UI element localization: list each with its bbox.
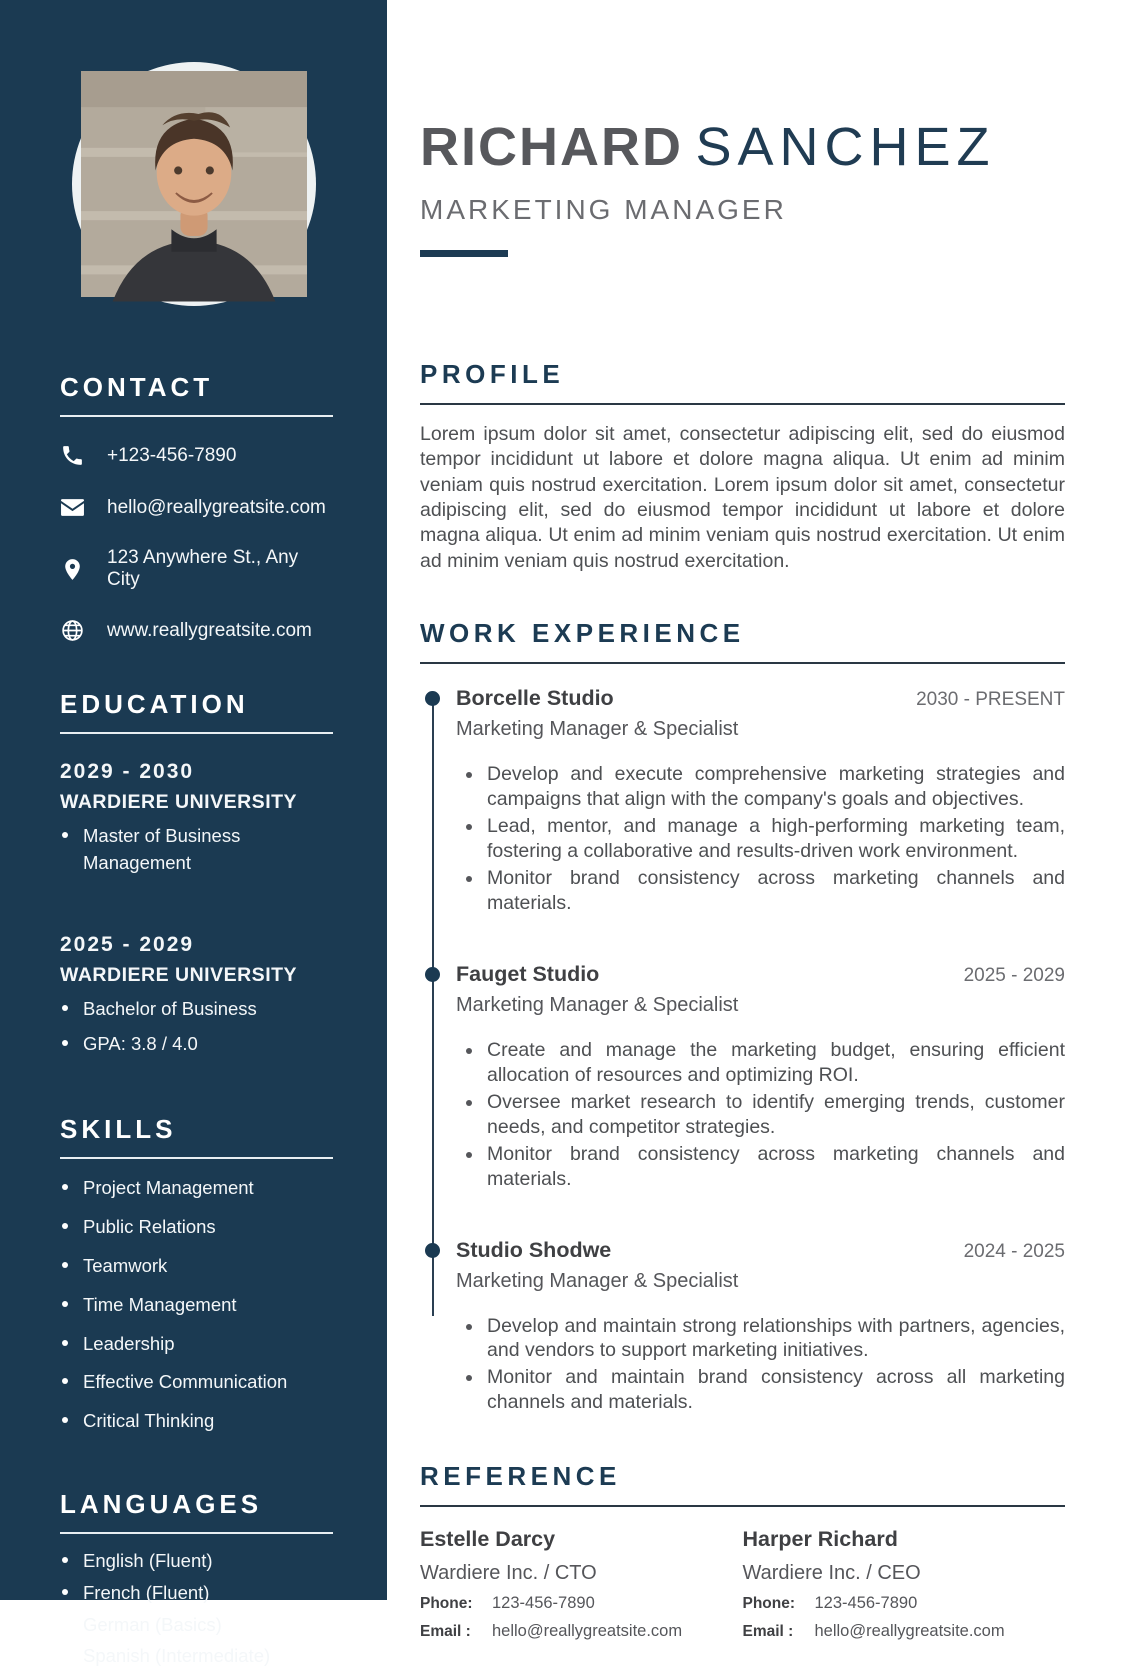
bullet-dot bbox=[466, 876, 472, 882]
profile-section bbox=[420, 359, 1065, 574]
bullet-dot bbox=[62, 1223, 68, 1229]
education-divider bbox=[60, 732, 333, 734]
language-item: English (Fluent) bbox=[60, 1548, 333, 1575]
job-head bbox=[456, 686, 1065, 711]
main-column bbox=[387, 0, 1131, 1641]
education-degree: Master of Business Management bbox=[83, 825, 241, 873]
job-period: 2024 - 2025 bbox=[963, 1240, 1065, 1262]
profile-section-title: PROFILE bbox=[420, 359, 565, 389]
reference-columns bbox=[420, 1527, 1065, 1641]
education-section-title: EDUCATION bbox=[60, 689, 249, 719]
timeline-dot bbox=[425, 967, 440, 982]
bullet-dot bbox=[466, 772, 472, 778]
languages-section-title: LANGUAGES bbox=[60, 1488, 263, 1519]
skill-item: Critical Thinking bbox=[60, 1408, 333, 1435]
language-item: German (Basics) bbox=[60, 1612, 333, 1639]
title-accent-bar bbox=[420, 250, 508, 257]
profile-photo-ring bbox=[72, 62, 316, 306]
phone-icon bbox=[60, 443, 85, 468]
contact-divider bbox=[60, 415, 333, 417]
languages-divider bbox=[60, 1532, 333, 1534]
job-bullet: Create and manage the marketing budget, ensuring efficient allocation of resources and optimizing ROI. bbox=[456, 1038, 1065, 1088]
reference-phone: 123-456-7890 bbox=[492, 1594, 595, 1613]
contact-item-website bbox=[60, 618, 333, 643]
contact-phone: +123-456-7890 bbox=[107, 444, 237, 466]
location-icon bbox=[60, 557, 85, 582]
reference-phone: 123-456-7890 bbox=[814, 1594, 918, 1613]
education-section bbox=[0, 689, 387, 1058]
timeline-line bbox=[432, 700, 434, 1316]
first-name: RICHARD bbox=[420, 117, 683, 177]
reference-company-role: Wardiere Inc. / CEO bbox=[742, 1562, 921, 1585]
bullet-dot bbox=[62, 1184, 68, 1190]
job-entry bbox=[456, 686, 1065, 916]
full-name bbox=[420, 116, 1065, 178]
job-role: Marketing Manager & Specialist bbox=[456, 1269, 739, 1292]
job-bullet: Monitor and maintain brand consistency across all marketing channels and materials. bbox=[456, 1365, 1065, 1415]
skills-divider bbox=[60, 1157, 333, 1159]
contact-website: www.reallygreatsite.com bbox=[107, 619, 312, 641]
job-head bbox=[456, 1238, 1065, 1263]
bullet-dot bbox=[62, 1417, 68, 1423]
sidebar bbox=[0, 0, 387, 1667]
bullet-dot bbox=[62, 1557, 68, 1563]
email-label: Email : bbox=[742, 1623, 794, 1641]
education-gpa: GPA: 3.8 / 4.0 bbox=[83, 1033, 198, 1055]
globe-icon bbox=[60, 618, 85, 643]
phone-label: Phone: bbox=[742, 1595, 796, 1613]
company-name: Borcelle Studio bbox=[456, 686, 614, 711]
job-bullet: Monitor brand consistency across marketing channels and materials. bbox=[456, 866, 1065, 916]
bullet-dot bbox=[62, 1040, 68, 1046]
skill-item: Effective Communication bbox=[60, 1369, 333, 1396]
bullet-dot bbox=[466, 1324, 472, 1330]
email-label: Email : bbox=[420, 1623, 471, 1641]
reference-name: Estelle Darcy bbox=[420, 1527, 556, 1552]
profile-photo bbox=[81, 71, 307, 297]
reference-section bbox=[420, 1461, 1065, 1641]
last-name: SANCHEZ bbox=[695, 117, 996, 177]
bullet-dot bbox=[62, 1005, 68, 1011]
education-bullet bbox=[60, 823, 333, 877]
education-entry bbox=[60, 760, 333, 877]
bullet-dot bbox=[62, 1652, 68, 1658]
portrait-illustration bbox=[81, 71, 307, 297]
contact-item-phone bbox=[60, 443, 333, 468]
bullet-dot bbox=[466, 1100, 472, 1106]
timeline-dot bbox=[425, 1243, 440, 1258]
job-bullet: Develop and execute comprehensive marketing strategies and campaigns that align with the company's goals and objectives. bbox=[456, 762, 1065, 812]
education-years: 2029 - 2030 bbox=[60, 760, 195, 783]
bullet-dot bbox=[62, 832, 68, 838]
bullet-dot bbox=[466, 1375, 472, 1381]
bullet-dot bbox=[62, 1621, 68, 1627]
education-bullet bbox=[60, 996, 333, 1023]
bullet-dot bbox=[466, 824, 472, 830]
bullet-dot bbox=[62, 1262, 68, 1268]
job-bullet: Oversee market research to identify emerging trends, customer needs, and competitor strategies. bbox=[456, 1090, 1065, 1140]
job-role: Marketing Manager & Specialist bbox=[456, 993, 739, 1016]
reference-email-row bbox=[743, 1622, 1066, 1641]
contact-section bbox=[0, 372, 387, 643]
name-header bbox=[420, 116, 1065, 257]
bullet-dot bbox=[466, 1152, 472, 1158]
skill-item: Time Management bbox=[60, 1292, 333, 1319]
work-experience-section bbox=[420, 618, 1065, 1415]
work-divider bbox=[420, 662, 1065, 664]
job-bullets bbox=[456, 762, 1065, 916]
job-head bbox=[456, 962, 1065, 987]
phone-label: Phone: bbox=[420, 1595, 473, 1613]
reference-phone-row bbox=[420, 1594, 743, 1613]
job-bullets bbox=[456, 1314, 1065, 1416]
work-section-title: WORK EXPERIENCE bbox=[420, 618, 745, 649]
skill-item: Teamwork bbox=[60, 1253, 333, 1280]
job-bullet: Lead, mentor, and manage a high-performing marketing team, fostering a collaborative and results-driven work environment. bbox=[456, 814, 1065, 864]
company-name: Fauget Studio bbox=[456, 961, 600, 986]
profile-divider bbox=[420, 403, 1065, 405]
jobs-list bbox=[420, 686, 1065, 1415]
job-entry bbox=[456, 1238, 1065, 1416]
job-period: 2025 - 2029 bbox=[963, 964, 1065, 986]
skill-item: Project Management bbox=[60, 1175, 333, 1202]
job-bullet: Monitor brand consistency across marketing channels and materials. bbox=[456, 1142, 1065, 1192]
languages-section bbox=[0, 1489, 387, 1670]
reference-email: hello@reallygreatsite.com bbox=[814, 1622, 1005, 1641]
timeline-dot bbox=[425, 691, 440, 706]
bullet-dot bbox=[62, 1378, 68, 1384]
bullet-dot bbox=[62, 1301, 68, 1307]
job-bullets bbox=[456, 1038, 1065, 1192]
company-name: Studio Shodwe bbox=[456, 1237, 612, 1262]
education-bullet bbox=[60, 1031, 333, 1058]
contact-email: hello@reallygreatsite.com bbox=[107, 496, 326, 518]
reference-entry bbox=[420, 1527, 743, 1641]
skills-section bbox=[0, 1114, 387, 1435]
contact-list bbox=[60, 443, 333, 643]
language-item: French (Fluent) bbox=[60, 1580, 333, 1607]
contact-address: 123 Anywhere St., Any City bbox=[107, 547, 299, 590]
skill-item: Leadership bbox=[60, 1331, 333, 1358]
contact-section-title: CONTACT bbox=[60, 372, 214, 402]
reference-email: hello@reallygreatsite.com bbox=[492, 1622, 683, 1641]
bullet-dot bbox=[62, 1589, 68, 1595]
profile-text: Lorem ipsum dolor sit amet, consectetur adipiscing elit, sed do eiusmod tempor incididunt ut labore et dolore magna aliqua. Ut enim ad minim veniam quis nostrud exercitation. Lorem ipsum dolor sit amet, consectetur adipiscing elit, sed do eiusmod tempor incididunt ut labore et dolore magna aliqua. Ut enim ad minim veniam quis nostrud exercitation. Ut enim ad minim veniam quis nostrud exercitation. bbox=[420, 423, 1065, 572]
contact-item-address bbox=[60, 547, 333, 591]
language-item: Spanish (Intermediate) bbox=[60, 1643, 333, 1670]
skill-item: Public Relations bbox=[60, 1214, 333, 1241]
reference-name: Harper Richard bbox=[742, 1527, 898, 1552]
skills-list bbox=[60, 1175, 333, 1435]
job-bullet: Develop and maintain strong relationships with partners, agencies, and vendors to support marketing initiatives. bbox=[456, 1314, 1065, 1364]
education-entry bbox=[60, 933, 333, 1059]
job-role: Marketing Manager & Specialist bbox=[456, 718, 739, 741]
email-icon bbox=[60, 495, 85, 520]
reference-phone-row bbox=[743, 1594, 1066, 1613]
languages-list bbox=[60, 1548, 333, 1670]
job-title: MARKETING MANAGER bbox=[420, 194, 787, 225]
bullet-dot bbox=[62, 1340, 68, 1346]
job-entry bbox=[456, 962, 1065, 1192]
reference-section-title: REFERENCE bbox=[420, 1461, 621, 1492]
education-school: WARDIERE UNIVERSITY bbox=[60, 791, 298, 813]
reference-entry bbox=[743, 1527, 1066, 1641]
education-years: 2025 - 2029 bbox=[60, 932, 195, 956]
reference-company-role: Wardiere Inc. / CTO bbox=[420, 1562, 597, 1585]
education-school: WARDIERE UNIVERSITY bbox=[60, 963, 298, 986]
reference-divider bbox=[420, 1505, 1065, 1507]
skills-section-title: SKILLS bbox=[60, 1114, 177, 1145]
contact-item-email bbox=[60, 495, 333, 520]
job-period: 2030 - PRESENT bbox=[916, 689, 1065, 711]
reference-email-row bbox=[420, 1622, 743, 1641]
education-degree: Bachelor of Business bbox=[83, 997, 257, 1019]
bullet-dot bbox=[466, 1048, 472, 1054]
